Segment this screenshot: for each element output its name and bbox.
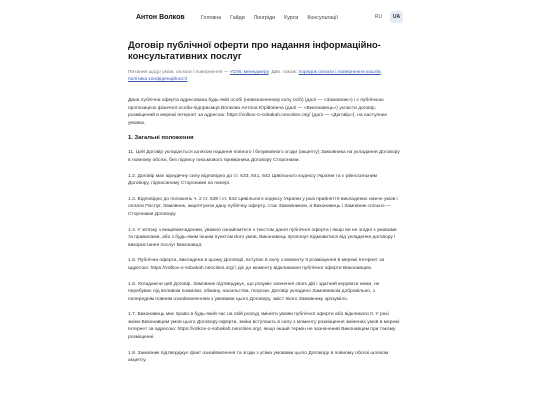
intro-paragraph: Дана публічна оферта адресована будь-якій особі (невизначеному колу осіб) (далі — «Замовник») і є публічною пропозицією фізичної особи-підприємця Волкова Антона Юрійовича (далі — «Виконавець») укласти договір, розміщений в мережі Інтернет за адресою: https://volkov-o-sobakah.neocities.org/ (далі — «Договір»), на наступних умовах. [128,98,388,126]
nav-item-courses[interactable]: Курси [284,15,299,21]
clause-1-6: 1.6. Укладаючи цей Договір, Замовник підтверджує, що розуміє значення своїх дій і здатний керувати ними, не перебуває під впливом помилки, обману, насильства, погрози. Договір укладено Замовником добровільно, з попереднім повним ознайомленням з умовами цього Договору, зміст якого Замовнику зрозуміло. [128,281,380,302]
privacy-policy-link[interactable]: політика конфіденційності [128,77,188,82]
main-nav [201,15,338,21]
clause-1-2: 1.2. Договір має юридичну силу відповідно до ст. 633, 641, 642 Цивільного кодексу України та є рівносильним Договору, підписаному Сторонами на папері. [128,173,377,187]
meta-prefix: Питання щодо умов, оплати і повернення — [128,70,230,75]
nav-item-guides[interactable]: Гайди [230,15,245,21]
nav-item-consultations[interactable]: Консультації [307,15,338,21]
top-navigation [0,0,540,34]
meta-middle: . Див. також: [268,70,299,75]
manager-link[interactable]: YDW, менеджеру [229,70,269,75]
lang-ru-button[interactable]: RU [374,14,383,20]
doc-meta [128,69,400,83]
nav-item-longreads[interactable]: Лонгріди [253,15,276,21]
clause-1-8: 1.8. Замовник підтверджує факт ознайомлення та згоди з усіма умовами цього Договору в повному обсязі шляхом акцепту. [128,350,389,364]
page-title: Договір публічної оферти про надання інформаційно-консультативних послуг [128,39,381,61]
nav-item-home[interactable]: Головна [201,15,222,21]
clause-1-3: 1.3. Відповідно до положень ч. 2 ст. 638 і ст. 642 Цивільного кодексу України у разі прийняття викладених нижче умов і оплати Послуг, Замовник, акцептуючи дану публічну оферту, стає Замовником, а Виконавець і Замовник спільно — Сторонами Договору. [128,196,398,217]
site-brand[interactable]: Антон Волков [136,14,185,21]
meta-comma: , [380,70,383,75]
clause-1-5: 1.5. Публічна оферта, викладена в цьому Договорі, вступає в силу з моменту її розміщення в мережі Інтернет за адресою: https://volkov-o-sobakah.neocities.org/ і діє до моменту відкликання публічної оферти Виконавцем. [128,258,385,271]
document-content [128,39,400,373]
clause-1-4: 1.4. У зв'язку з вищевикладеним, уважно ознайомтеся з текстом даної публічної оферти і якщо ви не згодні з умовами та правилами, або з будь-яким іншим пунктом його умов, Виконавець пропонує відмовитися від укладення договору і використання послуг Виконавця. [128,227,397,248]
payment-refund-link[interactable]: порядок оплати і повернення коштів [298,70,381,75]
clause-1-7: 1.7. Виконавець має право в будь-який час на свій розсуд змінити умови публічної оферти або відкликати її. У разі зміни Виконавцем умов цього Договору-оферти, зміни вступають в силу з моменту розміщення змінених умов в мережі Інтернет за адресою: https://volkov-o-sobakah.neocities.org/, якщо інший термін не зазначений Виконавцем при такому розміщенні. [128,312,400,341]
lang-ua-button[interactable]: UA [390,11,403,23]
clause-1-1: 11. Цей Договір укладається шляхом надання повного і безумовного згоди (акцепту) Замовника на укладання Договору в повному обсязі, без підпису письмового примірника Договору Сторонами. [128,150,400,163]
section-heading: 1. Загальні положення [128,135,194,142]
